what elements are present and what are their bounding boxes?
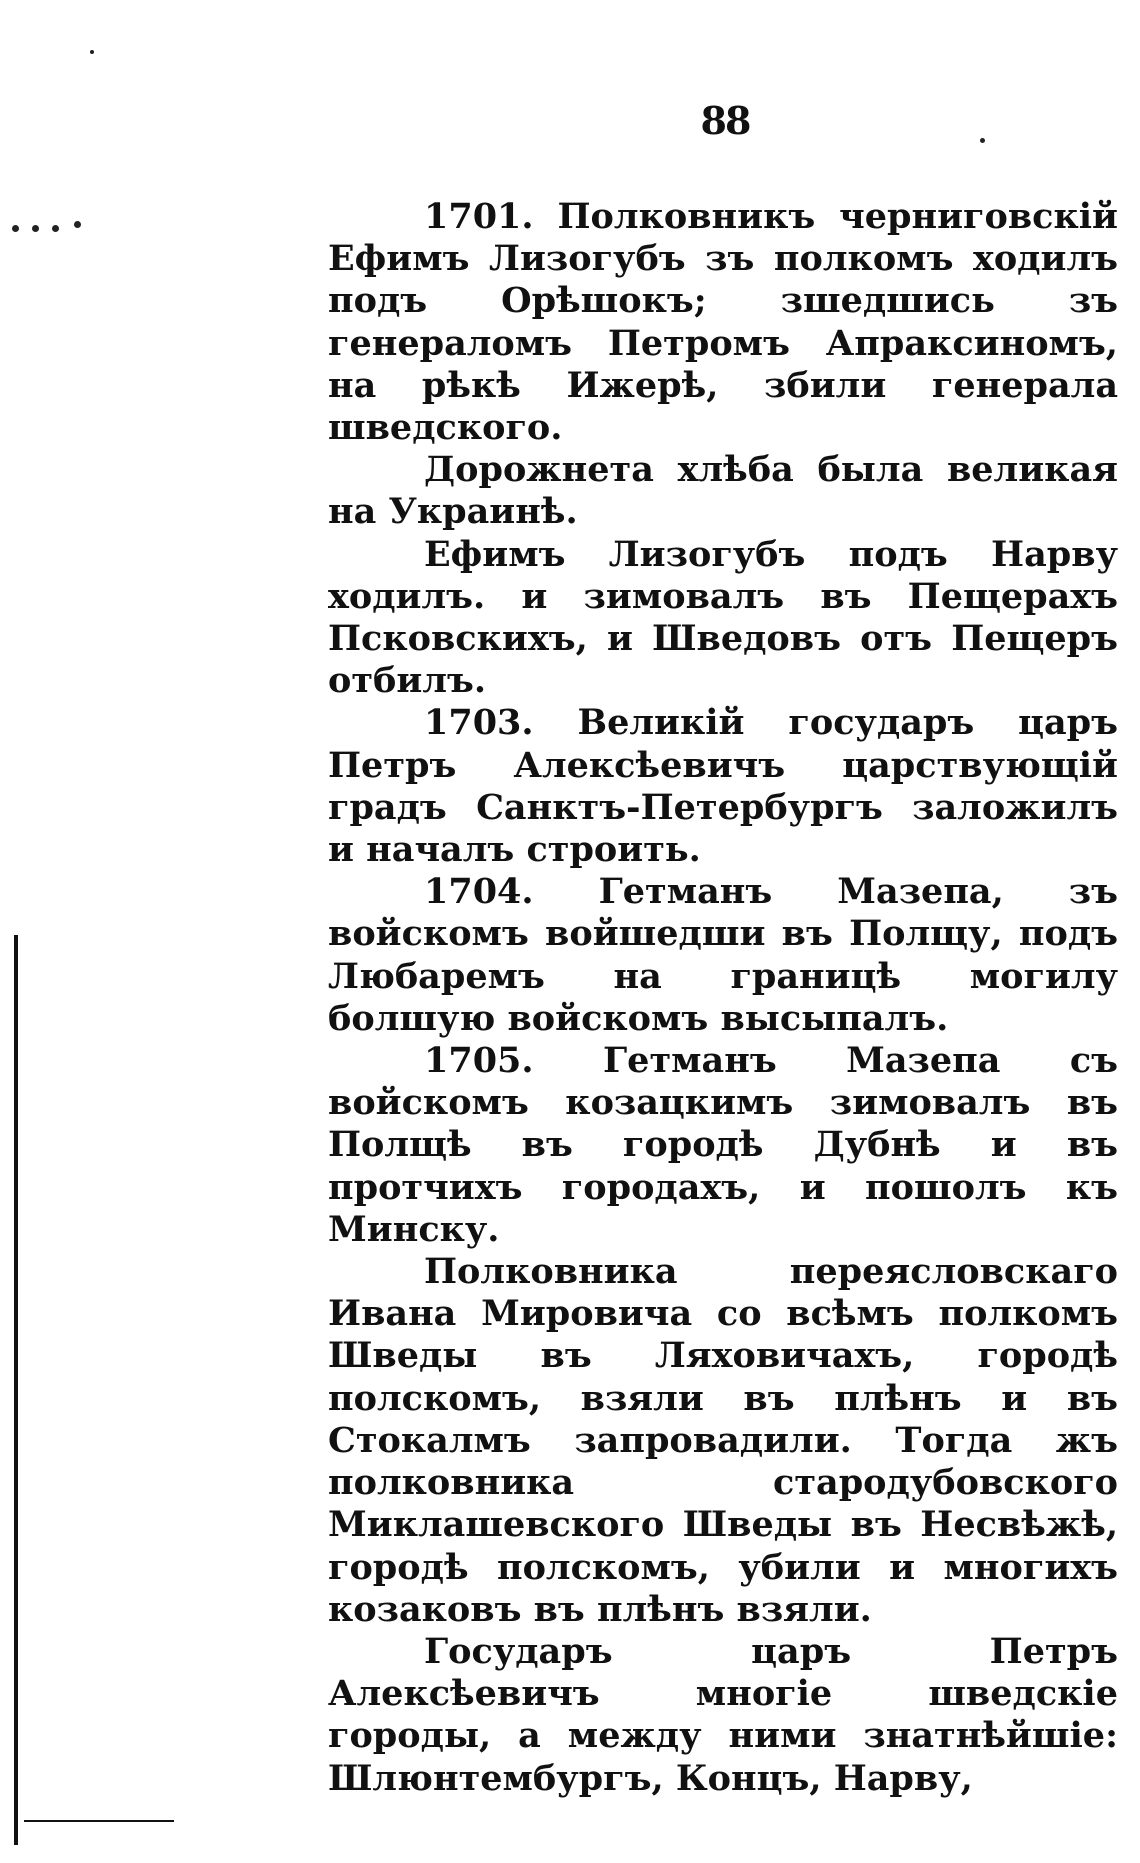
paragraph: 1701. Полковникъ черниговскій Ефимъ Лизогубъ зъ полкомъ ходилъ подъ Орѣшокъ; зшедшись зъ генераломъ Петромъ Апраксиномъ, на рѣкѣ Ижерѣ, збили генерала шведского. [328,196,1118,449]
paragraph: Государъ царъ Петръ Алексѣевичъ многіе шведскіе городы, а между ними знатнѣйшіе: Шлюнтембургъ, Концъ, Нарву, [328,1630,1118,1799]
paragraph: Полковника переясловскаго Ивана Мировича со всѣмъ полкомъ Шведы въ Ляховичахъ, городѣ полскомъ, взяли въ плѣнъ и въ Стокалмъ запровадили. Тогда жъ полковника стародубовского Миклашевского Шведы въ Несвѣжѣ, городѣ полскомъ, убили и многихъ козаковъ въ плѣнъ взяли. [328,1251,1118,1630]
body-text [328,196,1118,1800]
scan-speck [32,225,39,232]
margin-line [14,935,18,1845]
page-number: 88 [700,98,750,143]
scan-speck [12,225,19,232]
paragraph: 1703. Великій государъ царъ Петръ Алексѣевичъ царствующій градъ Санктъ-Петербургъ заложилъ и началъ строить. [328,702,1118,871]
scan-speck [52,225,59,232]
margin-line [24,1820,174,1822]
paragraph: Ефимъ Лизогубъ подъ Нарву ходилъ. и зимовалъ въ Пещерахъ Псковскихъ, и Шведовъ отъ Пещеръ отбилъ. [328,533,1118,702]
scan-speck [90,50,94,54]
paragraph: 1704. Гетманъ Мазепа, зъ войскомъ войшедши въ Полщу, подъ Любаремъ на границѣ могилу болшую войскомъ высыпалъ. [328,871,1118,1039]
scan-speck [980,138,985,143]
paragraph: 1705. Гетманъ Мазепа съ войскомъ козацкимъ зимовалъ въ Полщѣ въ городѣ Дубнѣ и въ протчихъ городахъ, и пошолъ къ Минску. [328,1040,1118,1250]
paragraph: Дорожнета хлѣба была великая на Украинѣ. [328,449,1118,533]
scan-speck [74,221,81,228]
